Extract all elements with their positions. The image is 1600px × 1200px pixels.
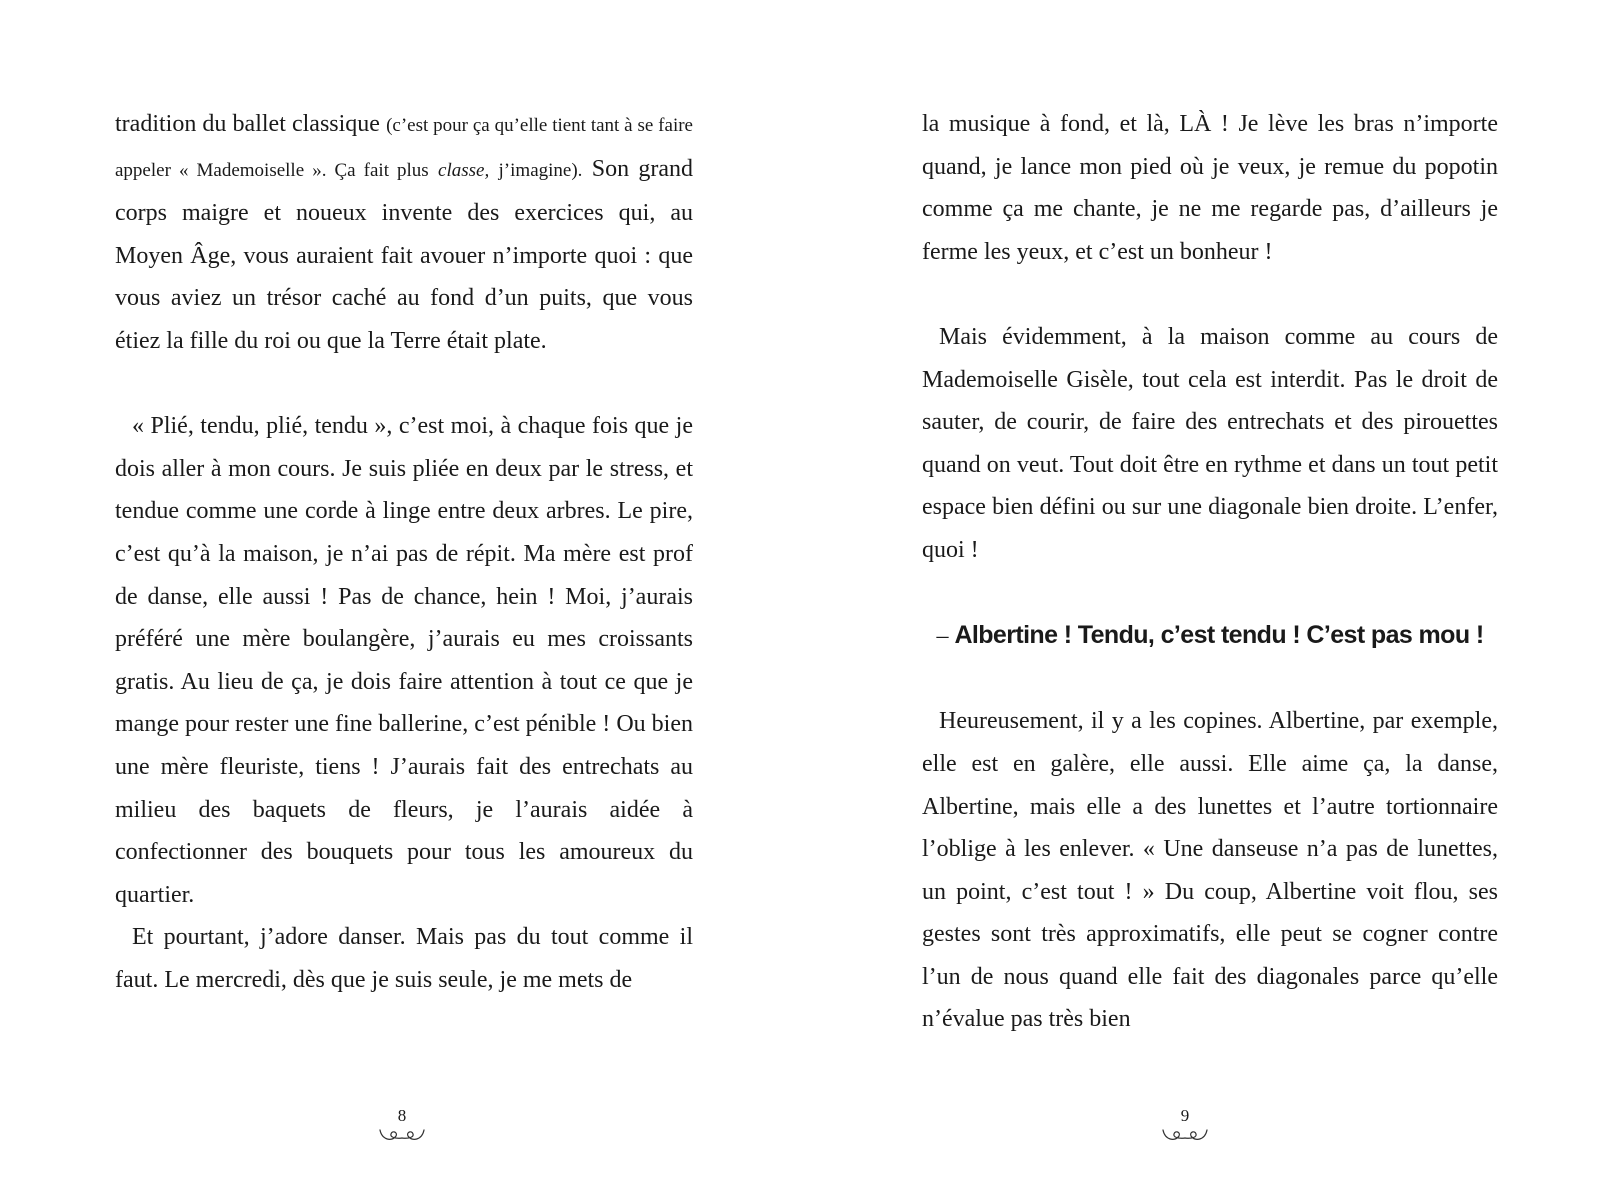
page-footer [1155, 1107, 1215, 1144]
text-run: Son grand corps maigre et noueux invente des exercices qui, au Moyen Âge, vous auraient fait avouer n’importe quoi : que vous aviez un trésor caché au fond d’un puits, que vous étiez la fille du roi ou que la Terre était plate. [115, 155, 694, 354]
italic-word: classe, [438, 159, 490, 181]
right-page-text [922, 103, 1498, 1041]
paragraph-gap [115, 363, 693, 406]
parenthetical-text: (c’est pour ça qu’elle tient tant à se faire appeler « Mademoiselle ». Ça fait plus [115, 115, 693, 181]
paragraph: la musique à fond, et là, LÀ ! Je lève les bras n’importe quand, je lance mon pied où je veux, je remue du popotin comme ça me chante, je ne me regarde pas, d’ailleurs je ferme les yeux, et c’est un bonheur ! [922, 111, 1498, 265]
flourish-ornament-icon [1161, 1126, 1209, 1144]
paragraph: Mais évidemment, à la maison comme au cours de Mademoiselle Gisèle, tout cela est interdit. Pas le droit de sauter, de courir, de faire des entrechats et des pirouettes quand on veut. Tout doit être en rythme et dans un tout petit espace bien défini ou sur une diagonale bien droite. L’enfer, quoi ! [922, 323, 1498, 563]
dialogue-dash: – [936, 623, 949, 650]
page-number: 8 [397, 1106, 407, 1125]
paragraph-gap [922, 572, 1498, 615]
paragraph: « Plié, tendu, plié, tendu », c’est moi, à chaque fois que je dois aller à mon cours. Je suis pliée en deux par le stress, et tendue comme une corde à linge entre deux arbres. Le pire, c’est qu’à la maison, je n’ai pas de répit. Ma mère est prof de danse, elle aussi ! Pas de chance, hein ! Moi, j’aurais préféré une mère boulangère, j’aurais eu mes croissants gratis. Au lieu de ça, je dois faire attention à tout ce que je mange pour rester une fine ballerine, c’est pénible ! Ou bien une mère fleuriste, tiens ! J’aurais fait des entrechats au milieu des baquets de fleurs, je l’aurais aidée à confectionner des bouquets pour tous les amoureux du quartier. [115, 413, 693, 908]
page-number: 9 [1180, 1106, 1190, 1125]
page-footer [372, 1107, 432, 1144]
paragraph: Et pourtant, j’adore danser. Mais pas du tout comme il faut. Le mercredi, dès que je suis seule, je me mets de [115, 924, 693, 993]
paragraph [115, 103, 693, 363]
paragraph-gap [922, 273, 1498, 316]
parenthetical-text-end: j’imagine). [498, 159, 583, 181]
right-page [800, 0, 1600, 1200]
dialogue-line [922, 614, 1498, 658]
text-run: tradition du ballet classique [115, 111, 380, 137]
paragraph-gap [922, 658, 1498, 701]
left-page-text [115, 103, 693, 1001]
dialogue-shout: Albertine ! Tendu, c’est tendu ! C’est pas mou ! [954, 621, 1484, 650]
paragraph: Heureusement, il y a les copines. Albertine, par exemple, elle est en galère, elle aussi. Elle aime ça, la danse, Albertine, mais elle a des lunettes et l’autre tortionnaire l’oblige à les enlever. « Une danseuse n’a pas de lunettes, un point, c’est tout ! » Du coup, Albertine voit flou, ses gestes sont très approximatifs, elle peut se cogner contre l’un de nous quand elle fait des diagonales parce qu’elle n’évalue pas très bien [922, 708, 1498, 1033]
flourish-ornament-icon [378, 1126, 426, 1144]
